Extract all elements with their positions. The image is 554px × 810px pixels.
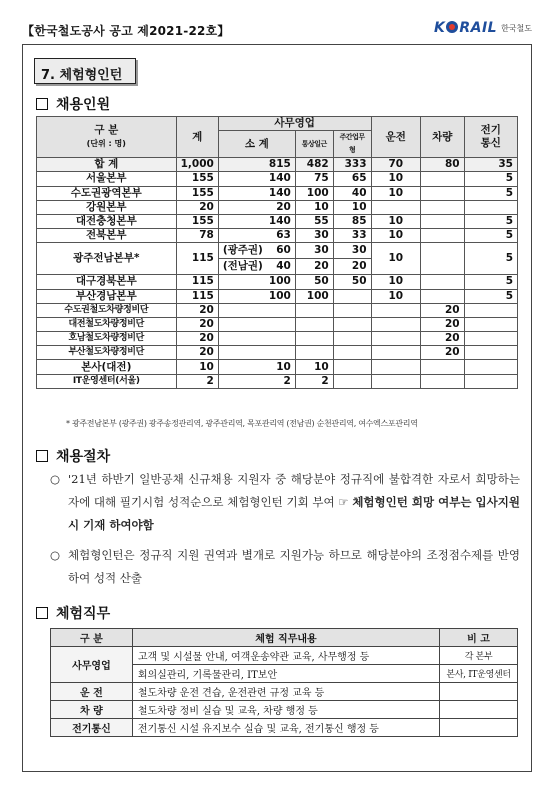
row-vehicle [420,243,464,275]
row-name: 수도권광역본부 [37,186,177,200]
table-row [37,289,518,303]
logo-subtitle: 한국철도 [501,23,532,33]
row-sub-b [333,289,371,303]
row-drive: 70 [371,158,420,172]
circle-bullet-icon: ○ [50,548,61,562]
row-name: 전북본부 [37,229,177,243]
checkbox-square-icon [36,98,48,110]
row-sub-a: 75 [295,172,333,186]
row-sub-a [295,303,333,317]
row-vehicle [420,200,464,214]
row-vehicle [420,172,464,186]
header-sub-a: 통상일근 [295,131,333,158]
row-total: 20 [176,303,218,317]
row-total: 2 [176,374,218,388]
row-name: 부산경남본부 [37,289,177,303]
row-sub-a [295,317,333,331]
row-sub-a: 55 [295,214,333,228]
footnote: * 광주전남본부 (광주권) 광주송정관리역, 광주관리역, 목포관리역 (전남권) 순천관리역, 여수엑스포관리역 [66,419,418,428]
header-subtotal: 소 계 [218,131,295,158]
row-sub-b: 33 [333,229,371,243]
row-sub-b [333,346,371,360]
row-subtotal: 100 [218,289,295,303]
procedure-emphasis: 체험형인턴 희망 여부는 입사지원 시 기재 하여야함 [68,495,520,532]
header-drive: 운전 [371,117,420,158]
recruit-heading: 채용인원 [36,94,110,114]
row-sub-b [333,360,371,374]
row-vehicle [420,360,464,374]
duties-heading: 체험직무 [36,603,110,623]
row-drive [371,332,420,346]
row-name: 본사(대전) [37,360,177,374]
row-sub-a: 2 [295,374,333,388]
recruit-table [36,116,518,389]
table-row [37,332,518,346]
row-telecom [464,317,517,331]
logo-circle-icon [446,21,458,33]
table-row [37,243,518,259]
table-row: 회의실관리, 기록물관리, IT보안 본사, IT운영센터 [51,665,518,683]
row-sub-a [295,332,333,346]
row-vehicle: 20 [420,303,464,317]
row-sub-b: 30 [333,243,371,259]
row-subtotal: 2 [218,374,295,388]
row-name: 광주전남본부* [37,243,177,275]
row-total: 155 [176,172,218,186]
row-sub-a: 100 [295,186,333,200]
table-row [37,374,518,388]
row-name: 부산철도차량정비단 [37,346,177,360]
table-body-top [37,158,518,243]
row-drive: 10 [371,275,420,289]
pointing-hand-icon: ☞ [338,495,349,509]
row-subtotal: 10 [218,360,295,374]
row-name: 대전충청본부 [37,214,177,228]
header-vehicle: 차량 [420,117,464,158]
row-vehicle [420,186,464,200]
row-subtotal: 100 [218,275,295,289]
row-sub-a [295,346,333,360]
table-body-gwangju [37,243,518,275]
row-telecom [464,303,517,317]
row-vehicle [420,229,464,243]
row-telecom [464,200,517,214]
table-body-bottom [37,275,518,389]
row-subtotal: 20 [218,200,295,214]
table-row [37,303,518,317]
row-total: 78 [176,229,218,243]
row-vehicle: 20 [420,317,464,331]
table-header-row: 구 분 체험 직무내용 비 고 [51,629,518,647]
row-name: 호남철도차량정비단 [37,332,177,346]
row-sub-b: 10 [333,200,371,214]
row-total: 10 [176,360,218,374]
row-sub-a: 50 [295,275,333,289]
row-sub-b: 20 [333,259,371,275]
row-drive: 10 [371,172,420,186]
logo-wordmark: K RAIL [433,20,498,36]
row-vehicle [420,275,464,289]
row-name: 합 계 [37,158,177,172]
table-row [37,317,518,331]
row-vehicle [420,214,464,228]
row-subtotal: (전남권) 40 [218,259,295,275]
row-total: 115 [176,275,218,289]
row-vehicle: 80 [420,158,464,172]
page-header [22,14,534,42]
row-sub-a: 20 [295,259,333,275]
row-drive [371,317,420,331]
row-vehicle: 20 [420,332,464,346]
row-vehicle: 20 [420,346,464,360]
row-vehicle [420,374,464,388]
row-sub-a: 482 [295,158,333,172]
row-drive [371,374,420,388]
procedure-paragraph-1: ○ '21년 하반기 일반공채 신규채용 지원자 중 해당분야 정규직에 불합격한 자로서 희망하는 자에 대해 필기시험 성적순으로 체험형인턴 기회 부여 ☞ 체험형인턴 희망 여부는 입사지원 시 기재 하여야함 [50,468,520,537]
row-subtotal [218,303,295,317]
row-drive [371,200,420,214]
row-drive: 10 [371,186,420,200]
row-sub-a: 10 [295,200,333,214]
table-row [37,275,518,289]
procedure-paragraph-2: ○ 체험형인턴은 정규직 지원 권역과 별개로 지원가능 하므로 해당분야의 조정점수제를 반영하여 성적 산출 [50,544,520,590]
row-telecom [464,360,517,374]
row-total: 155 [176,186,218,200]
table-header-row [37,117,518,131]
header-office: 사무영업 [218,117,371,131]
row-total: 20 [176,346,218,360]
row-drive [371,346,420,360]
row-name: 서울본부 [37,172,177,186]
table-row: 차 량 철도차량 정비 실습 및 교육, 차량 행정 등 [51,701,518,719]
row-sub-b: 40 [333,186,371,200]
row-subtotal: 140 [218,214,295,228]
row-telecom: 5 [464,186,517,200]
row-total: 115 [176,289,218,303]
header-telecom: 전기 통신 [464,117,517,158]
row-sub-a: 10 [295,360,333,374]
table-row [37,172,518,186]
row-drive: 10 [371,289,420,303]
table-row [37,360,518,374]
header-gubun: 구 분 (단위 : 명) [37,117,177,158]
korail-logo [434,20,532,36]
row-total: 155 [176,214,218,228]
row-sub-b [333,332,371,346]
row-name: 대전철도차량정비단 [37,317,177,331]
row-drive [371,360,420,374]
row-telecom: 5 [464,275,517,289]
row-drive: 10 [371,243,420,275]
row-name: 수도권철도차량정비단 [37,303,177,317]
header-sub-b: 주간업무형 [333,131,371,158]
row-name: IT운영센터(서울) [37,374,177,388]
header-total: 계 [176,117,218,158]
row-sub-b [333,303,371,317]
row-telecom: 5 [464,243,517,275]
table-row [37,229,518,243]
row-sub-b: 50 [333,275,371,289]
row-sub-a: 100 [295,289,333,303]
checkbox-square-icon [36,450,48,462]
table-row [37,214,518,228]
table-row: 사무영업 고객 및 시설물 안내, 여객운송약관 교육, 사무행정 등 각 본부 [51,647,518,665]
row-subtotal: 63 [218,229,295,243]
row-drive: 10 [371,214,420,228]
row-telecom: 5 [464,214,517,228]
row-sub-b: 85 [333,214,371,228]
table-row [37,200,518,214]
row-telecom [464,332,517,346]
row-telecom: 5 [464,229,517,243]
table-row [37,346,518,360]
row-subtotal: 140 [218,172,295,186]
table-row [37,158,518,172]
row-name: 대구경북본부 [37,275,177,289]
table-row [37,186,518,200]
row-total: 20 [176,317,218,331]
row-total: 115 [176,243,218,275]
row-sub-b: 65 [333,172,371,186]
circle-bullet-icon: ○ [50,472,61,486]
announcement-title: 【한국철도공사 공고 제2021-22호】 [22,24,230,38]
row-sub-b: 333 [333,158,371,172]
row-vehicle [420,289,464,303]
row-sub-b [333,317,371,331]
row-subtotal [218,317,295,331]
row-name: 강원본부 [37,200,177,214]
row-drive: 10 [371,229,420,243]
row-telecom [464,346,517,360]
row-sub-a: 30 [295,243,333,259]
row-subtotal [218,332,295,346]
row-total: 20 [176,200,218,214]
duties-table [50,628,518,737]
section-title: 7. 체험형인턴 [34,58,136,84]
procedure-heading: 채용절차 [36,446,110,466]
row-subtotal: 815 [218,158,295,172]
row-total: 20 [176,332,218,346]
table-row: 운 전 철도차량 운전 견습, 운전관련 규정 교육 등 [51,683,518,701]
row-drive [371,303,420,317]
row-sub-a: 30 [295,229,333,243]
row-telecom [464,374,517,388]
row-subtotal [218,346,295,360]
row-total: 1,000 [176,158,218,172]
row-telecom: 35 [464,158,517,172]
row-telecom: 5 [464,289,517,303]
row-subtotal: 140 [218,186,295,200]
row-telecom: 5 [464,172,517,186]
checkbox-square-icon [36,607,48,619]
table-row: 전기통신 전기통신 시설 유지보수 실습 및 교육, 전기통신 행정 등 [51,719,518,737]
row-subtotal: (광주권) 60 [218,243,295,259]
row-sub-b [333,374,371,388]
